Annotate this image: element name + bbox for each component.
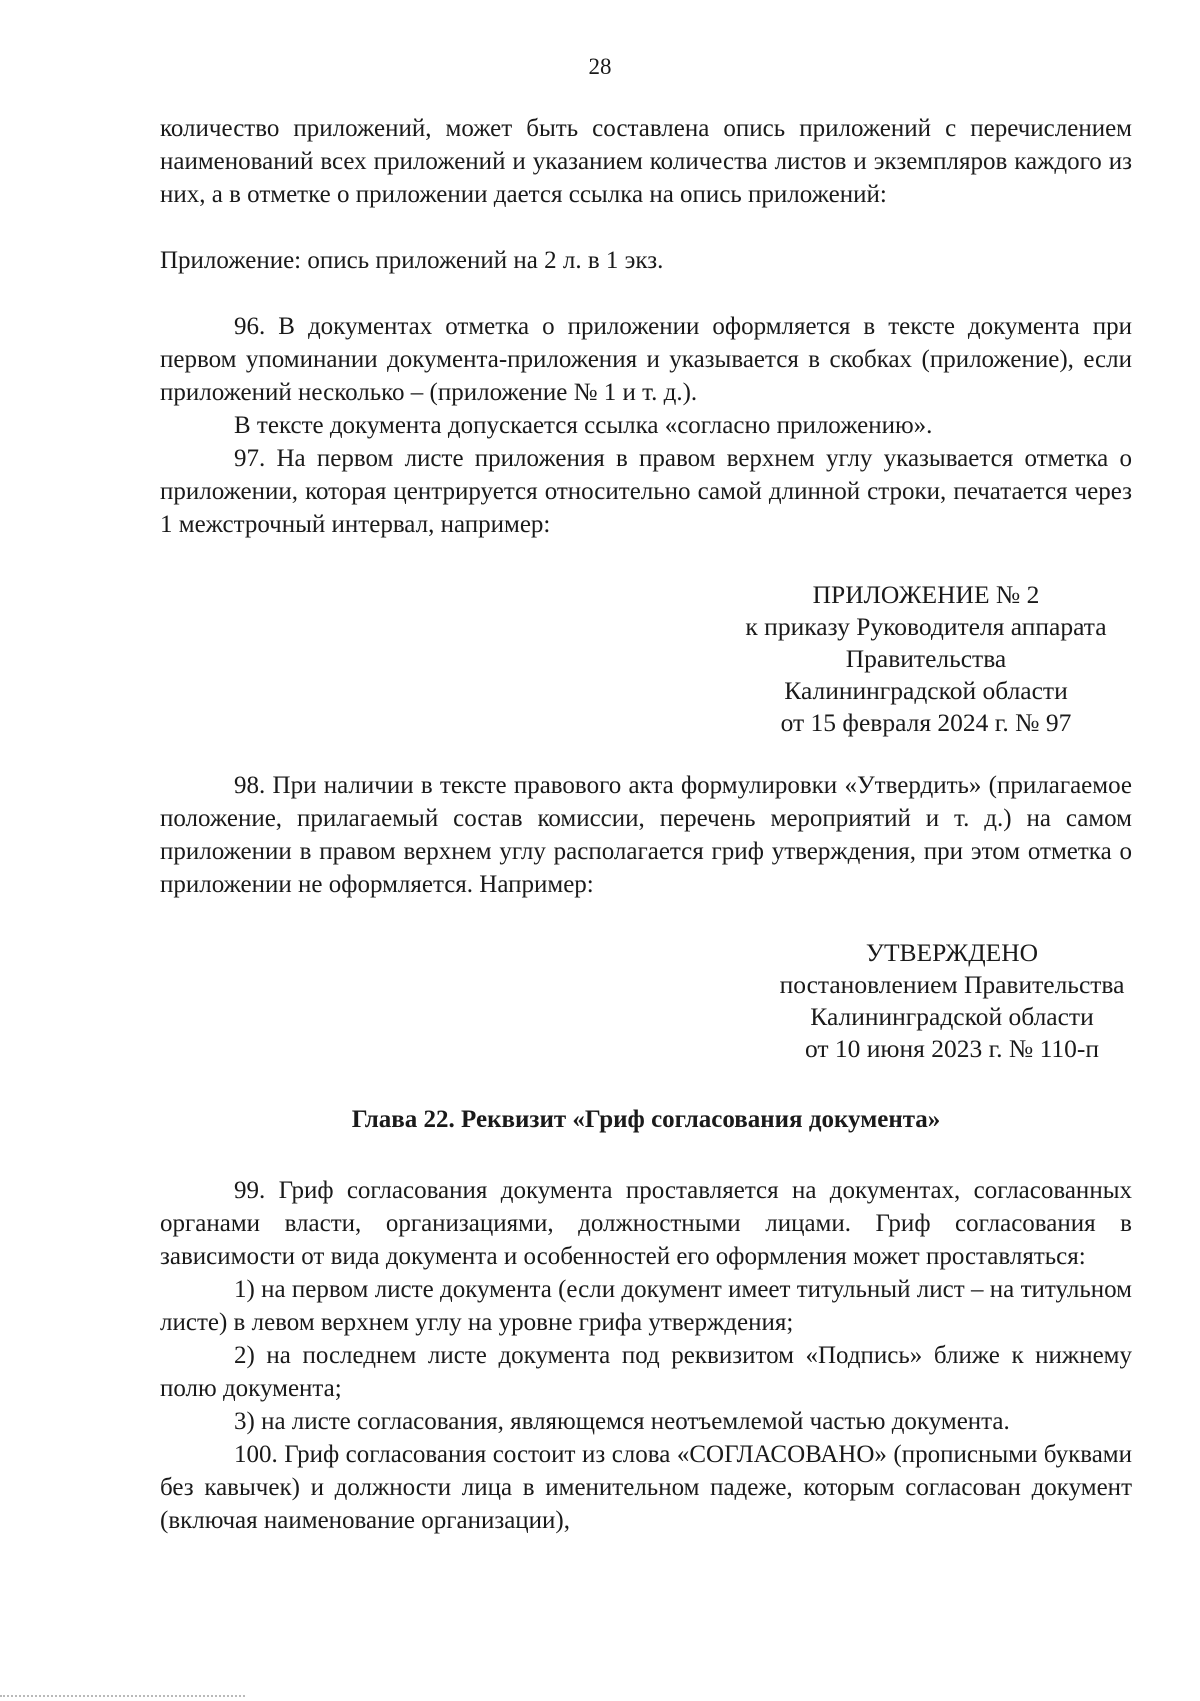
appendix-mark-example <box>720 579 1132 739</box>
list-item-1: 1) на первом листе документа (если документ имеет титульный лист – на титульном листе) в левом верхнем углу на уровне грифа утверждения; <box>160 1276 1132 1336</box>
list-item-3: 3) на листе согласования, являющемся неотъемлемой частью документа. <box>234 1408 1010 1435</box>
appendix-mark-line: Правительства <box>845 644 1007 673</box>
appendix-mark-line: Калининградской области <box>784 676 1068 705</box>
page-number: 28 <box>588 54 612 79</box>
paragraph-100: 100. Гриф согласования состоит из слова «СОГЛАСОВАНО» (прописными буквами без кавычек) и должности лица в именительном падеже, которым согласован документ (включая наименование организации), <box>160 1441 1132 1534</box>
paragraph-97: 97. На первом листе приложения в правом верхнем углу указывается отметка о приложении, которая центрируется относительно самой длинной строки, печатается через 1 межстрочный интервал, например: <box>160 445 1132 538</box>
chapter-heading: Глава 22. Реквизит «Гриф согласования документа» <box>351 1106 941 1133</box>
appendix-mark-line: к приказу Руководителя аппарата <box>745 612 1107 641</box>
paragraph-99: 99. Гриф согласования документа проставляется на документах, согласованных органами власти, организациями, должностными лицами. Гриф согласования в зависимости от вида документа и особенностей его оформления может проставляться: <box>160 1177 1132 1270</box>
list-item-2: 2) на последнем листе документа под реквизитом «Подпись» ближе к нижнему полю документа; <box>160 1342 1132 1402</box>
paragraph-96: 96. В документах отметка о приложении оформляется в тексте документа при первом упоминании документа-приложения и указывается в скобках (приложение), если приложений несколько – (приложение № 1 и т. д.). <box>160 313 1132 406</box>
approval-stamp-example <box>736 937 1168 1065</box>
scan-artifact-line <box>0 1695 245 1698</box>
approval-stamp-date: от 10 июня 2023 г. № 110-п <box>804 1034 1100 1063</box>
approval-stamp-title: УТВЕРЖДЕНО <box>865 938 1039 967</box>
appendix-reference-example: Приложение: опись приложений на 2 л. в 1 экз. <box>160 247 664 274</box>
approval-stamp-line: постановлением Правительства <box>779 970 1125 999</box>
approval-stamp-line: Калининградской области <box>810 1002 1094 1031</box>
document-body <box>160 112 1132 1537</box>
paragraph-reference-note: В тексте документа допускается ссылка «согласно приложению». <box>234 412 933 439</box>
paragraph-98: 98. При наличии в тексте правового акта формулировки «Утвердить» (прилагаемое положение, прилагаемый состав комиссии, перечень мероприятий и т. д.) на самом приложении в правом верхнем углу располагается гриф утверждения, при этом отметка о приложении не оформляется. Например: <box>160 772 1132 898</box>
paragraph-continuation: количество приложений, может быть составлена опись приложений с перечислением наименований всех приложений и указанием количества листов и экземпляров каждого из них, а в отметке о приложении дается ссылка на опись приложений: <box>160 115 1132 208</box>
appendix-mark-date: от 15 февраля 2024 г. № 97 <box>780 708 1072 737</box>
appendix-mark-title: ПРИЛОЖЕНИЕ № 2 <box>812 580 1040 609</box>
